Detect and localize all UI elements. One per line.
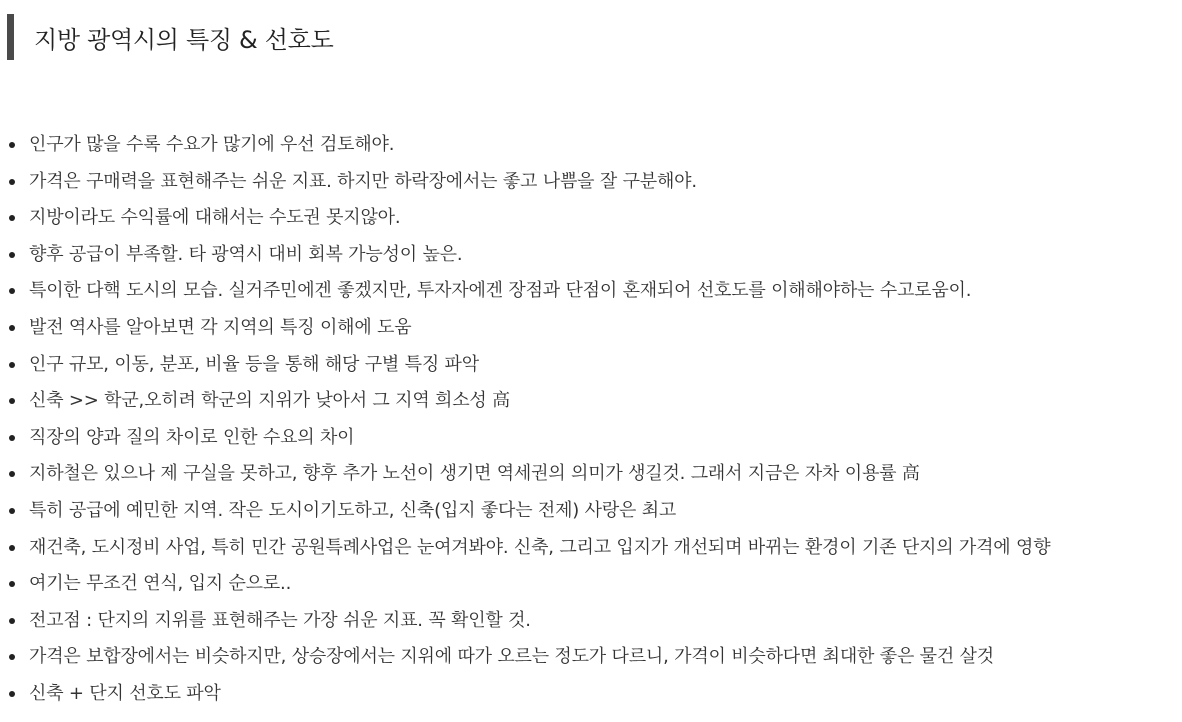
list-item bbox=[0, 639, 1182, 676]
list-item-text: 신축 >> 학군,오히려 학군의 지위가 낮아서 그 지역 희소성 高 bbox=[29, 390, 510, 412]
list-item-text: 직장의 양과 질의 차이로 인한 수요의 차이 bbox=[29, 426, 355, 448]
bullet-icon bbox=[9, 325, 15, 331]
list-item-text: 지방이라도 수익률에 대해서는 수도권 못지않아. bbox=[29, 207, 401, 229]
heading-accent-bar bbox=[7, 14, 14, 60]
list-item bbox=[0, 273, 1182, 310]
list-item-text: 인구 규모, 이동, 분포, 비율 등을 통해 해당 구별 특징 파악 bbox=[29, 353, 479, 375]
page-title: 지방 광역시의 특징 & 선호도 bbox=[34, 25, 334, 54]
list-item bbox=[0, 383, 1182, 420]
section-heading bbox=[7, 14, 333, 60]
list-item-text: 발전 역사를 알아보면 각 지역의 특징 이해에 도움 bbox=[29, 316, 412, 338]
bullet-icon bbox=[9, 179, 15, 185]
bullet-icon bbox=[9, 142, 15, 148]
bullet-icon bbox=[9, 252, 15, 258]
bullet-icon bbox=[9, 215, 15, 221]
list-item bbox=[0, 566, 1182, 603]
list-item bbox=[0, 310, 1182, 347]
list-item bbox=[0, 530, 1182, 567]
list-item-text: 여기는 무조건 연식, 입지 순으로.. bbox=[29, 573, 292, 595]
list-item bbox=[0, 676, 1182, 713]
list-item bbox=[0, 493, 1182, 530]
bullet-list bbox=[0, 127, 1182, 713]
bullet-icon bbox=[9, 398, 15, 404]
list-item bbox=[0, 127, 1182, 164]
list-item-text: 재건축, 도시정비 사업, 특히 민간 공원특례사업은 눈여겨봐야. 신축, 그리고 입지가 개선되며 바뀌는 환경이 기존 단지의 가격에 영향 bbox=[29, 536, 1051, 558]
bullet-icon bbox=[9, 435, 15, 441]
bullet-icon bbox=[9, 581, 15, 587]
list-item-text: 가격은 보합장에서는 비슷하지만, 상승장에서는 지위에 따가 오르는 정도가 다르니, 가격이 비슷하다면 최대한 좋은 물건 살것 bbox=[29, 646, 994, 668]
list-item-text: 특이한 다핵 도시의 모습. 실거주민에겐 좋겠지만, 투자자에겐 장점과 단점이 혼재되어 선호도를 이해해야하는 수고로움이. bbox=[29, 280, 972, 302]
list-item-text: 가격은 구매력을 표현해주는 쉬운 지표. 하지만 하락장에서는 좋고 나쁨을 잘 구분해야. bbox=[29, 170, 697, 192]
list-item bbox=[0, 347, 1182, 384]
bullet-icon bbox=[9, 288, 15, 294]
list-item-text: 전고점 : 단지의 지위를 표현해주는 가장 쉬운 지표. 꼭 확인할 것. bbox=[29, 609, 531, 631]
bullet-icon bbox=[9, 545, 15, 551]
list-item-text: 향후 공급이 부족할. 타 광역시 대비 회복 가능성이 높은. bbox=[29, 243, 463, 265]
bullet-icon bbox=[9, 691, 15, 697]
bullet-icon bbox=[9, 471, 15, 477]
bullet-icon bbox=[9, 618, 15, 624]
list-item bbox=[0, 237, 1182, 274]
list-item bbox=[0, 603, 1182, 640]
list-item bbox=[0, 200, 1182, 237]
list-item-text: 신축 + 단지 선호도 파악 bbox=[29, 682, 221, 704]
list-item-text: 특히 공급에 예민한 지역. 작은 도시이기도하고, 신축(입지 좋다는 전제) 사랑은 최고 bbox=[29, 499, 677, 521]
list-item-text: 인구가 많을 수록 수요가 많기에 우선 검토해야. bbox=[29, 134, 395, 155]
bullet-icon bbox=[9, 508, 15, 514]
list-item bbox=[0, 456, 1182, 493]
bullet-icon bbox=[9, 654, 15, 660]
bullet-icon bbox=[9, 362, 15, 368]
list-item bbox=[0, 420, 1182, 457]
list-item-text: 지하철은 있으나 제 구실을 못하고, 향후 추가 노선이 생기면 역세권의 의미가 생길것. 그래서 지금은 자차 이용률 高 bbox=[29, 463, 920, 485]
list-item bbox=[0, 164, 1182, 201]
